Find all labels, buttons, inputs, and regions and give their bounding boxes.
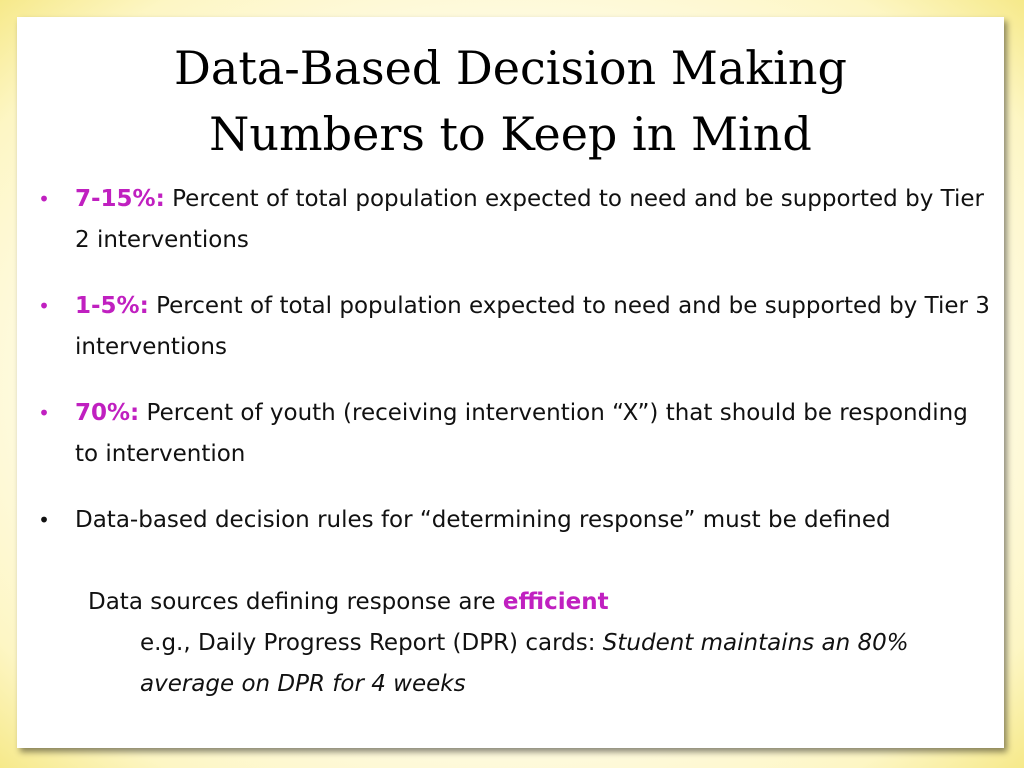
sub-point-data-sources xyxy=(88,582,990,623)
example-italic-text: Student maintains an 80% average on DPR for 4 weeks xyxy=(140,630,909,697)
bullet-body: Data-based decision rules for “determining response” must be defined xyxy=(75,507,891,533)
bullet-highlight: 7-15%: xyxy=(75,186,165,212)
bullet-body: Percent of total population expected to need and be supported by Tier 2 interventions xyxy=(75,186,984,253)
bullet-highlight: 70%: xyxy=(75,400,140,426)
bullet-icon: • xyxy=(38,508,50,532)
bullet-icon: • xyxy=(38,294,50,318)
slide xyxy=(17,17,1004,748)
bullet-body: Percent of youth (receiving intervention “X”) that should be responding to intervention xyxy=(75,400,968,467)
title-line-2: Numbers to Keep in Mind xyxy=(209,107,812,161)
bullet-body: Percent of total population expected to need and be supported by Tier 3 interventions xyxy=(75,293,990,360)
bullet-text xyxy=(75,393,990,475)
sub-point-text: Data sources defining response are xyxy=(88,589,503,615)
sub-point-example xyxy=(140,623,990,705)
title-line-1: Data-Based Decision Making xyxy=(174,41,847,95)
bullet-highlight: 1-5%: xyxy=(75,293,149,319)
bullet-icon: • xyxy=(38,401,50,425)
bullet-text xyxy=(75,179,990,261)
sub-point-highlight: efficient xyxy=(502,589,609,615)
bullet-text xyxy=(75,286,990,368)
bullet-icon: • xyxy=(38,187,50,211)
example-text: e.g., Daily Progress Report (DPR) cards: xyxy=(140,630,603,656)
bullet-text xyxy=(75,500,990,541)
slide-title xyxy=(17,35,1004,167)
